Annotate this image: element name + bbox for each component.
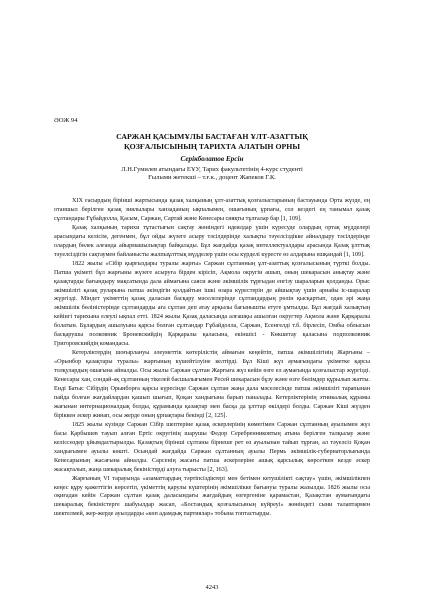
author-name: Серікболатов Ерсін bbox=[180, 155, 244, 163]
udk-code: ӘОЖ 94 bbox=[54, 117, 78, 124]
paragraph: 1825 жылы күзінде Саржан Сібір шептеріне қазақ әскерлерінің көмегімен Саржан сұлтанның ауылымен жүз басы Қарбышев тауып алған Ертіс округінің шарушы Федор Серебренниковтың атына берілген талқылау және келіссөздер ұйымдастырылды. Қазақтың бірінші сұлтаны бірнеше рет өз ауылынан тайып тұрған, ал тәуелсіз Қоқан хандығымен ауылы көшті. Осындай жағдайда Саржан сұлтанның ауылы Пермь әкімшілік-губернаторлығында Кенесарының жасағына айналды. Сарсенің жасағы патша әскерлеріне ашық қарсылық көрсеткен кезде әскер жасақталып, жаңа шекаралық бекіністерді алуға тырысты [2, 163]. bbox=[54, 421, 370, 473]
affiliation-line-1: Л.Н.Гумилев атындағы ЕҰУ, Тарих факультетінің 4-курс студенті bbox=[121, 166, 303, 173]
body-text bbox=[54, 197, 370, 519]
page-number: 4243 bbox=[205, 584, 219, 591]
title-line-1: САРЖАН ҚАСЫМҰЛЫ БАСТАҒАН ҰЛТ-АЗАТТЫҚ bbox=[116, 132, 308, 141]
paragraph: Жарғының VI тарауында «азаматтардың тәртіпсіздіктері мен бетімен кетушілікті сақтау» үшін, әкімшілікпен кеңес құру қажеттігін көрсетіп, үкіметтің қарулы күштерінің әкімшілікке бағынуы туралы жазылды. 1826 жылы осы оқиғадан кейін Саржан сұлтан қазақ даласындағы жағдайдың өзгергеніне қарамастан, Қазақстан аумағындағы шекаралық бекіністерге шабуылдар жасап, «Бостандық қозғалысының күйреуі» жөніндегі сыни талаптармен шектелмей, жер-жерде ауылдарды «көп адамдық партиялар» тобына топтастырды. bbox=[54, 475, 370, 518]
paragraph: ХІХ ғасырдың бірінші жартысында қазақ халқының ұлт-азаттық қозғалыстарының бастауында Орта жүзде, ең отаншыл берілген қазақ зиялылары ханзаданың ықпалымен, ошағының ұрпағы, сол кездегі ең танымал қазақ сұлтандары Ғұбайдолла, Қасым, Саржан, Сартай және Кенесары сияқты тұлғалар бар [1, 109]. bbox=[54, 198, 370, 222]
title-line-2: ҚОЗҒАЛЫСЫНЫҢ ТАРИХТА АЛАТЫН ОРНЫ bbox=[123, 142, 300, 151]
paragraph: 1822 жылы «Сібір қырғыздары туралы жарғы» Саржан сұлтанның ұлт-азаттық қозғалысының түрткі болды. Патша үкіметі бұл жарғыны жүзеге асыруға бірден кірісіп, Ақмола округін ашып, оның шекарасын анықтау және қазақтарды бағындыру мақсатында дала аймағына саяси және әкімшілік тұрғыдан енгізу шараларын қолданды. Орыс әкімшілігі қазақ руларына патша әкімдігін қолдайтын ішкі өзара күрестерін де айшықтау үшін арнайы іс-шаралар жүргізді. Міндет үкіметтің қазақ даласын басқару мәселелерінде сұлтандардың рөлін қысқартып, одан әрі жаңа әкімшілік бөліністерінде сұлтандарды аға сұлтан деп атау арқылы бағынышты етуге ұмтылды. Бұл жағдай халықтың кейінгі тарихына елеулі ықпал етті. 1824 жылы Қазақ даласында алғашқы ашылған округтер Ақмола және Қарқаралы болатын. Бұлардың ашылуына қарсы болған сұлтандар Ғұбайдолла, Саржан, Есенгелді т.б. бірлесіп, Омбы облысын басқарушы полковник Броневскийдің Қарқаралы қаласына, екіншісі - Көкшетау қаласына подполковник Григоровскийдің командасы. bbox=[54, 260, 370, 348]
paragraph: Қазақ халқының тарихи тұтастығын сақтау жөніндегі идеялдар үшін күресуде олардың ортақ мүдделері арасындағы келісім, дегенмен, бұл ойды жүзеге асыру тәсілдерінде халықты тәуелсіздікке айналдыру тәсілдерінде олардың бөлек алғанда айырмашылықтар байқалады. Бұл жағдайда қазақ интеллектуалдары арасында Қазақ ұлттық тәуелсіздігін сақтаумен байланысты жалпыұлттық мүдделер үшін осы күрделі күресте өз алдарына ешқандай [1, 109]. bbox=[54, 224, 370, 258]
paragraph: Кетерліктердің шоғырлануы әлеуметтік көтерілістің аймағын кеңейтіп, патша әкімшілігінің Жарғыны – «Орынбор қазақтары туралы» жарғының күшейтілуіне келтірді. Бұл Кіші жүз аумағындағы үкіметке қарсы толқулардың ошағына айналды. Осы жылы Саржан сұлтан Жарғыға жүз кейін өзге ел аумағында қозғалыстар жүргізді. Кенесары хан, сондай-ақ сұлтанның тікелей басшылығымен Ресей шекарасын бұзу және өзге бөлімдер құрылып жатты. Енді Батыс Сібірдің Орынборға қарсы күресінде Саржан сұлтан жаңа дала мәселесінде патша әкімшілігі тарапынан пайда болған жағдайлардан қашып шығып, Қоқан хандығына барып паналады. Кетерліктерінің этникалық құрамы жағынан интернационалдық болды, құрамында қазақтар мен басқа да ұлттар өкілдері болды. Саржан Кіші жүзден біріккен әскер жинап, осы жерде оның ұрпақтары бекінді [2, 125]. bbox=[54, 350, 370, 419]
affiliation bbox=[40, 166, 384, 183]
affiliation-line-2: Ғылыми жетекші – т.ғ.к., доцент Жапеков Г.К. bbox=[148, 174, 276, 182]
paper-title bbox=[40, 132, 384, 152]
